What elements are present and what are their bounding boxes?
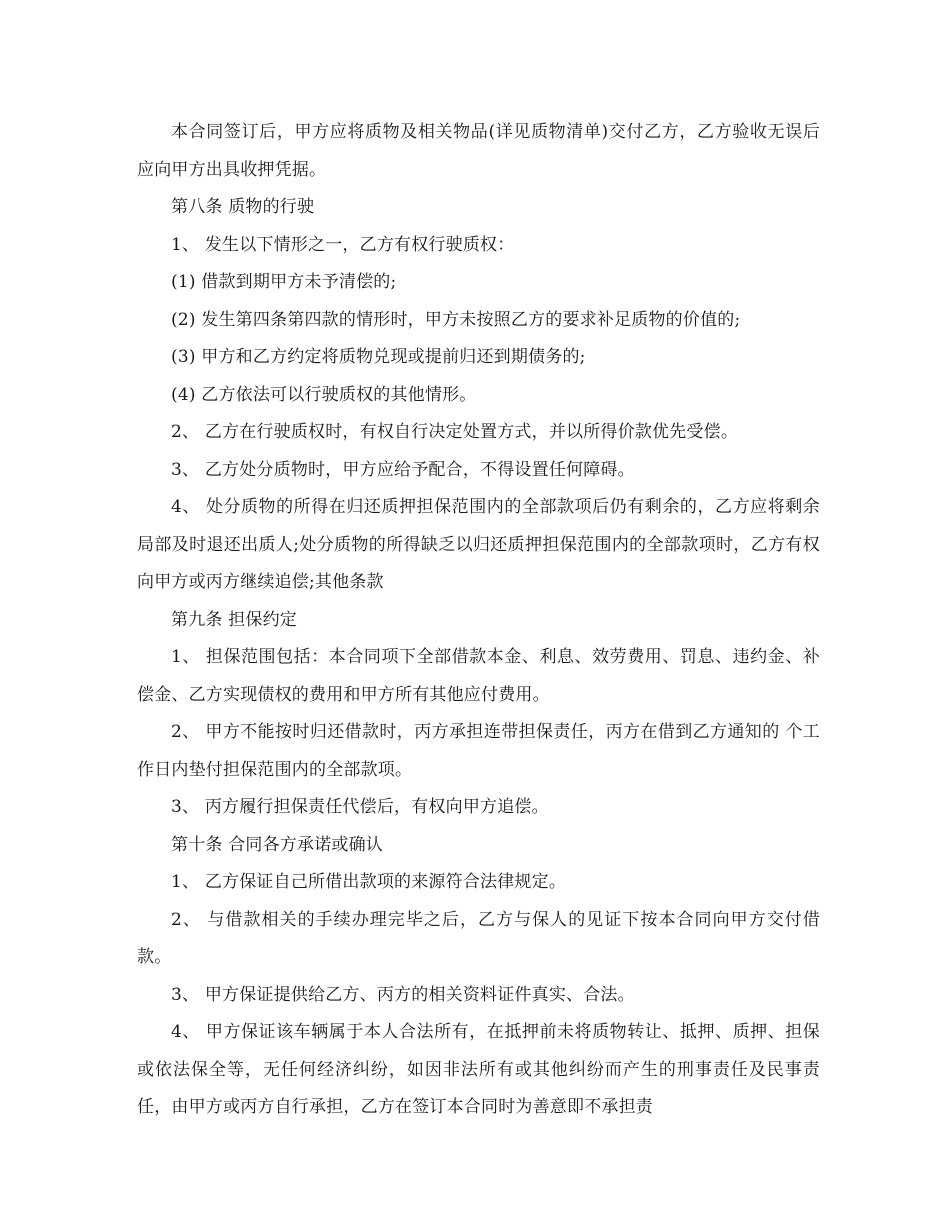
clause-8-1-item-2: (2) 发生第四条第四款的情形时，甲方未按照乙方的要求补足质物的价值的; [171, 309, 741, 330]
clause-8-1-item-3: (3) 甲方和乙方约定将质物兑现或提前归还到期债务的; [171, 347, 586, 367]
clause-8-1-item-4: (4) 乙方依法可以行驶质权的其他情形。 [171, 384, 477, 405]
clause-9-2: 2、 甲方不能按时归还借款时，丙方承担连带担保责任，丙方在借到乙方通知的 个工作日内垫付担保范围内的全部款项。 [137, 722, 820, 780]
clause-8-4: 4、 处分质物的所得在归还质押担保范围内的全部款项后仍有剩余的，乙方应将剩余局部及时退还出质人;处分质物的所得缺乏以归还质押担保范围内的全部款项时，乙方有权向甲方或丙方继续追偿;其他条款 [137, 497, 820, 592]
paragraph-delivery-of-pledge: 本合同签订后，甲方应将质物及相关物品(详见质物清单)交付乙方，乙方验收无误后应向甲方出具收押凭据。 [137, 122, 820, 180]
heading-article-9: 第九条 担保约定 [171, 609, 298, 630]
heading-article-8: 第八条 质物的行驶 [171, 197, 315, 217]
clause-8-1-item-1: (1) 借款到期甲方未予清偿的; [171, 272, 397, 292]
clause-9-1: 1、 担保范围包括：本合同项下全部借款本金、利息、效劳费用、罚息、违约金、补偿金、乙方实现债权的费用和甲方所有其他应付费用。 [137, 647, 820, 705]
clause-10-3: 3、 甲方保证提供给乙方、丙方的相关资料证件真实、合法。 [171, 984, 635, 1005]
clause-9-3: 3、 丙方履行担保责任代偿后，有权向甲方追偿。 [171, 797, 549, 817]
clause-10-1: 1、 乙方保证自己所借出款项的来源符合法律规定。 [171, 872, 567, 892]
clause-10-2: 2、 与借款相关的手续办理完毕之后，乙方与保人的见证下按本合同向甲方交付借款。 [137, 909, 820, 967]
clause-8-1: 1、 发生以下情形之一，乙方有权行驶质权： [171, 234, 515, 255]
document-page [137, 114, 820, 1127]
clause-10-4: 4、 甲方保证该车辆属于本人合法所有，在抵押前未将质物转让、抵押、质押、担保或依法保全等，无任何经济纠纷，如因非法所有或其他纠纷而产生的刑事责任及民事责任，由甲方或丙方自行承担，乙方在签订本合同时为善意即不承担责 [137, 1022, 820, 1117]
heading-article-10: 第十条 合同各方承诺或确认 [171, 834, 384, 855]
clause-8-3: 3、 乙方处分质物时，甲方应给予配合，不得设置任何障碍。 [171, 459, 635, 480]
clause-8-2: 2、 乙方在行驶质权时，有权自行决定处置方式，并以所得价款优先受偿。 [171, 422, 739, 442]
